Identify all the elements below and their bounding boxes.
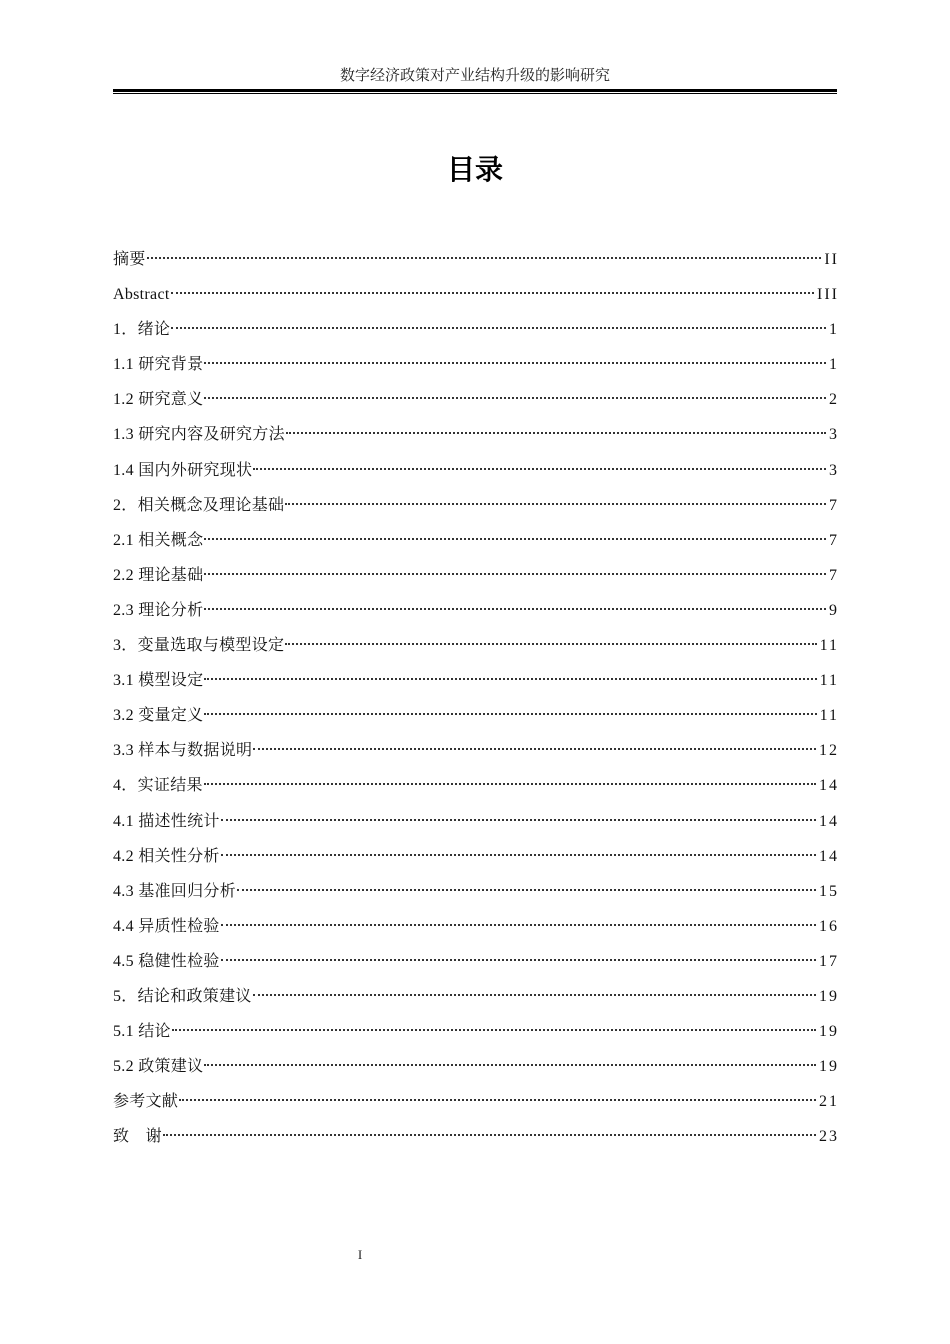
toc-entry-label: 1.1 研究背景 <box>113 356 204 374</box>
toc-entry-page: 3 <box>829 426 839 444</box>
toc-entry-page: 2 <box>829 391 839 409</box>
toc-entry-label: 3．变量选取与模型设定 <box>113 637 285 655</box>
toc-entry-page: 1 <box>829 321 839 339</box>
toc-entry[interactable] <box>113 909 837 944</box>
toc-entry[interactable] <box>113 839 837 874</box>
toc-entry[interactable] <box>113 663 837 698</box>
toc-entry-page: 21 <box>819 1093 839 1111</box>
toc-entry-label: 4．实证结果 <box>113 777 203 795</box>
toc-entry[interactable] <box>113 312 837 347</box>
toc-dot-leader <box>172 1029 816 1031</box>
table-of-contents <box>113 242 837 1154</box>
toc-entry-label: 4.3 基准回归分析 <box>113 882 237 900</box>
toc-entry-label: 2.2 理论基础 <box>113 566 204 584</box>
toc-dot-leader <box>171 327 826 329</box>
toc-entry-page: 17 <box>819 952 839 970</box>
toc-entry-label: 5.1 结论 <box>113 1023 171 1041</box>
toc-entry[interactable] <box>113 698 837 733</box>
toc-dot-leader <box>163 1134 816 1136</box>
toc-entry-page: 16 <box>819 917 839 935</box>
header-rule-thick <box>113 89 837 92</box>
toc-entry-label: 3.2 变量定义 <box>113 707 204 725</box>
toc-dot-leader <box>204 1064 816 1066</box>
toc-dot-leader <box>171 292 814 294</box>
toc-entry-page: 19 <box>819 987 839 1005</box>
toc-dot-leader <box>285 643 816 645</box>
toc-entry[interactable] <box>113 523 837 558</box>
toc-entry-label: 参考文献 <box>113 1093 179 1111</box>
toc-entry-page: 11 <box>819 707 839 725</box>
toc-entry-label: Abstract <box>113 286 170 304</box>
toc-entry-label: 3.3 样本与数据说明 <box>113 742 253 760</box>
toc-entry[interactable] <box>113 382 837 417</box>
toc-entry-label: 1.3 研究内容及研究方法 <box>113 426 285 444</box>
toc-entry-page: 19 <box>819 1023 839 1041</box>
toc-entry[interactable] <box>113 593 837 628</box>
toc-dot-leader <box>204 538 826 540</box>
toc-dot-leader <box>286 432 826 434</box>
toc-entry-page: 7 <box>829 496 839 514</box>
toc-entry-label: 摘要 <box>113 251 146 268</box>
toc-entry-page: 11 <box>819 672 839 690</box>
toc-entry[interactable] <box>113 944 837 979</box>
toc-dot-leader <box>253 468 826 470</box>
toc-entry-page: 11 <box>819 637 839 655</box>
toc-entry-page: II <box>824 251 839 268</box>
toc-dot-leader <box>221 959 816 961</box>
toc-entry[interactable] <box>113 1049 837 1084</box>
toc-entry-page: 7 <box>829 531 839 549</box>
toc-entry-label: 致 谢 <box>113 1128 162 1146</box>
toc-entry[interactable] <box>113 1119 837 1154</box>
toc-entry[interactable] <box>113 453 837 488</box>
toc-entry[interactable] <box>113 768 837 803</box>
toc-entry-label: 5.2 政策建议 <box>113 1058 204 1076</box>
toc-entry-page: 19 <box>819 1058 839 1076</box>
toc-entry-label: 3.1 模型设定 <box>113 672 204 690</box>
toc-dot-leader <box>204 608 826 610</box>
toc-entry[interactable] <box>113 804 837 839</box>
toc-entry[interactable] <box>113 488 837 523</box>
toc-dot-leader <box>253 748 816 750</box>
toc-entry-label: 2.3 理论分析 <box>113 601 204 619</box>
toc-entry[interactable] <box>113 1084 837 1119</box>
toc-entry-page: 23 <box>819 1128 839 1146</box>
toc-entry-label: 1.2 研究意义 <box>113 391 204 409</box>
toc-entry[interactable] <box>113 979 837 1014</box>
toc-entry[interactable] <box>113 558 837 593</box>
toc-dot-leader <box>221 854 816 856</box>
toc-dot-leader <box>204 783 816 785</box>
toc-entry[interactable] <box>113 242 837 277</box>
toc-entry[interactable] <box>113 417 837 452</box>
toc-entry[interactable] <box>113 874 837 909</box>
toc-entry-page: 14 <box>819 777 839 795</box>
toc-dot-leader <box>237 889 816 891</box>
toc-entry-label: 2.1 相关概念 <box>113 531 204 549</box>
toc-entry[interactable] <box>113 733 837 768</box>
toc-entry[interactable] <box>113 347 837 382</box>
toc-entry-label: 2．相关概念及理论基础 <box>113 496 285 514</box>
toc-entry-page: 12 <box>819 742 839 760</box>
toc-dot-leader <box>221 819 816 821</box>
toc-entry-page: 9 <box>829 601 839 619</box>
toc-dot-leader <box>204 678 816 680</box>
toc-entry-page: 1 <box>829 356 839 374</box>
toc-dot-leader <box>147 257 822 259</box>
toc-entry-label: 1.4 国内外研究现状 <box>113 461 253 479</box>
toc-entry-label: 4.5 稳健性检验 <box>113 952 220 970</box>
toc-entry[interactable] <box>113 628 837 663</box>
running-header: 数字经济政策对产业结构升级的影响研究 <box>339 68 610 84</box>
toc-entry-label: 1．绪论 <box>113 321 171 339</box>
toc-dot-leader <box>221 924 816 926</box>
page-number: I <box>357 1247 363 1262</box>
toc-dot-leader <box>204 573 826 575</box>
toc-dot-leader <box>285 503 826 505</box>
toc-dot-leader <box>253 994 816 996</box>
toc-entry-page: 3 <box>829 461 839 479</box>
toc-entry-label: 5．结论和政策建议 <box>113 987 252 1005</box>
toc-title: 目录 <box>446 153 503 186</box>
toc-entry-page: 14 <box>819 847 839 865</box>
toc-dot-leader <box>204 713 816 715</box>
header-rule-thin <box>113 93 837 94</box>
toc-entry-page: 7 <box>829 566 839 584</box>
toc-entry-label: 4.1 描述性统计 <box>113 812 220 830</box>
toc-entry[interactable] <box>113 1014 837 1049</box>
toc-dot-leader <box>179 1099 816 1101</box>
toc-entry-page: III <box>817 286 839 304</box>
toc-entry[interactable] <box>113 277 837 312</box>
toc-entry-page: 14 <box>819 812 839 830</box>
toc-entry-page: 15 <box>819 882 839 900</box>
toc-dot-leader <box>204 397 826 399</box>
toc-entry-label: 4.4 异质性检验 <box>113 917 220 935</box>
toc-entry-label: 4.2 相关性分析 <box>113 847 220 865</box>
toc-dot-leader <box>204 362 826 364</box>
